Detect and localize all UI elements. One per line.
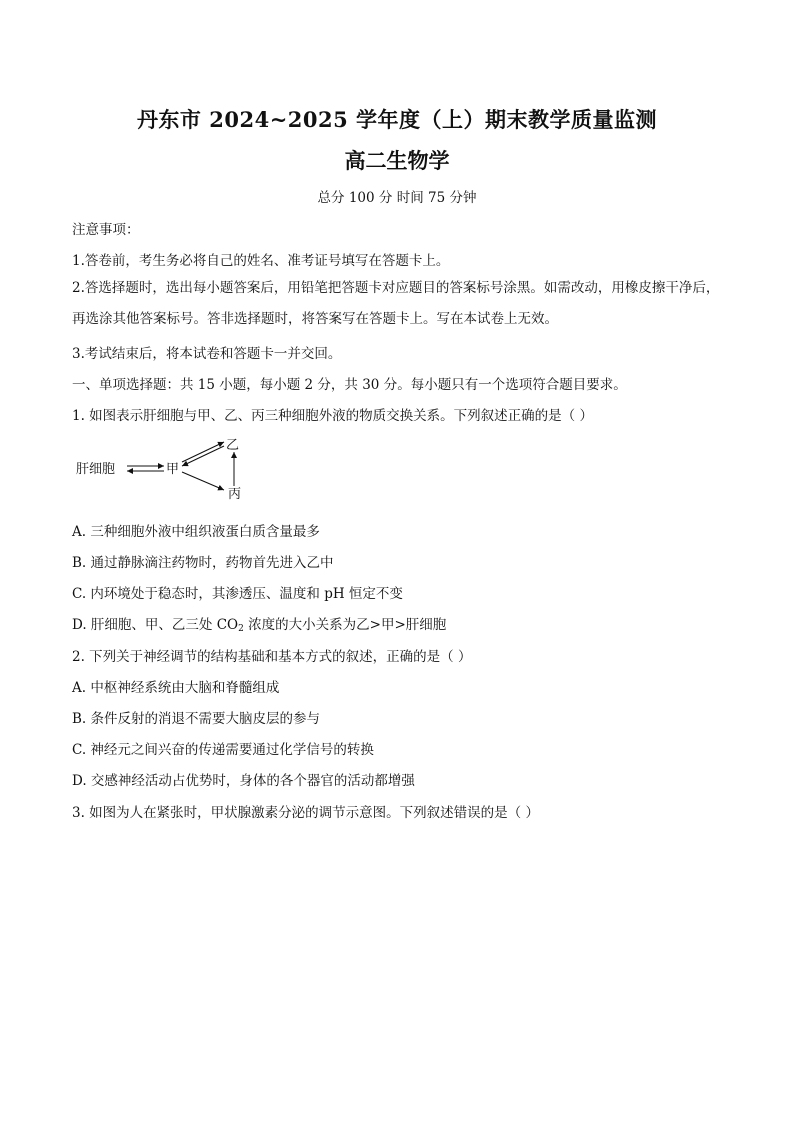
question-3-stem: 3. 如图为人在紧张时，甲状腺激素分泌的调节示意图。下列叙述错误的是（ ） — [72, 805, 539, 821]
q1-option-b: B. 通过静脉滴注药物时，药物首先进入乙中 — [72, 555, 334, 571]
note-item-3: 3.考试结束后，将本试卷和答题卡一并交回。 — [72, 346, 342, 362]
question-2-stem: 2. 下列关于神经调节的结构基础和基本方式的叙述，正确的是（ ） — [72, 649, 472, 665]
q1-option-c: C. 内环境处于稳态时，其渗透压、温度和 pH 恒定不变 — [72, 586, 403, 602]
q1-option-a: A. 三种细胞外液中组织液蛋白质含量最多 — [72, 524, 320, 540]
arrow-jia-to-bing — [182, 472, 224, 490]
q2-option-a: A. 中枢神经系统由大脑和脊髓组成 — [72, 680, 280, 696]
note-item-2: 2.答选择题时，选出每小题答案后，用铅笔把答题卡对应题目的答案标号涂黑。如需改动，用橡皮擦干净后，再选涂其他答案标号。答非选择题时，将答案写在答题卡上。写在本试卷上无效。 — [72, 280, 720, 327]
exam-meta: 总分 100 分 时间 75 分钟 — [317, 190, 477, 206]
q2-option-b: B. 条件反射的消退不需要大脑皮层的参与 — [72, 711, 321, 727]
q1-option-d-post: 浓度的大小关系为乙>甲>肝细胞 — [243, 617, 447, 633]
section-heading: 一、单项选择题：共 15 小题，每小题 2 分，共 30 分。每小题只有一个选项符合题目要求。 — [72, 377, 627, 393]
arrow-yi-to-jia — [182, 446, 224, 466]
note-item-1: 1.答卷前，考生务必将自己的姓名、准考证号填写在答题卡上。 — [72, 253, 450, 269]
jia-label: 甲 — [166, 462, 180, 477]
q1-exchange-diagram — [72, 432, 272, 510]
question-1-stem: 1. 如图表示肝细胞与甲、乙、丙三种细胞外液的物质交换关系。下列叙述正确的是（ ） — [72, 408, 593, 424]
notes-heading: 注意事项： — [72, 222, 140, 238]
yi-label: 乙 — [226, 438, 240, 453]
exam-title: 丹东市 2024~2025 学年度（上）期末教学质量监测 — [136, 107, 658, 132]
q2-option-d: D. 交感神经活动占优势时，身体的各个器官的活动都增强 — [72, 773, 415, 789]
liver-cell-label: 肝细胞 — [76, 462, 116, 477]
exam-subject: 高二生物学 — [344, 148, 450, 173]
bing-label: 丙 — [228, 487, 242, 502]
q1-option-d — [72, 613, 446, 634]
q1-option-d-pre: D. 肝细胞、甲、乙三处 CO — [72, 617, 239, 633]
arrow-jia-to-yi — [182, 442, 224, 462]
q2-option-c: C. 神经元之间兴奋的传递需要通过化学信号的转换 — [72, 742, 374, 758]
q1-option-d-sub: 2 — [238, 624, 244, 634]
